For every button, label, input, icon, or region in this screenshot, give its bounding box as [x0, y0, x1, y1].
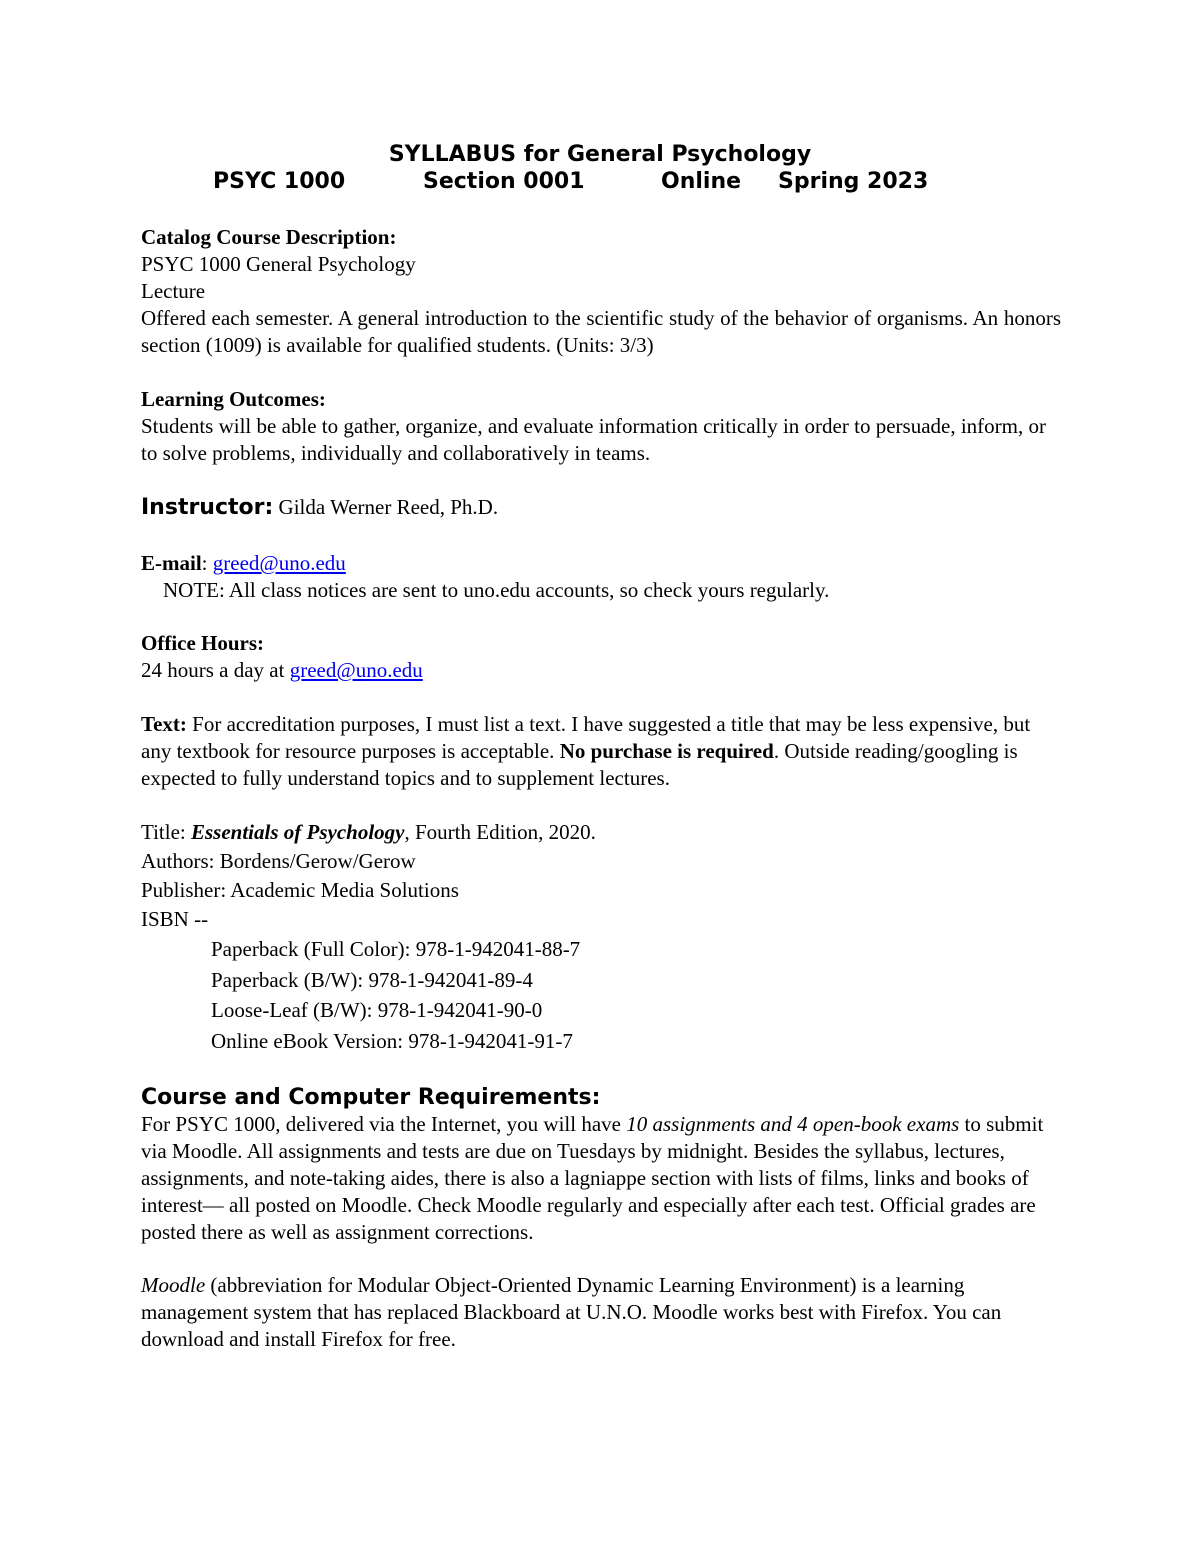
catalog-description: Offered each semester. A general introduction to the scientific study of the behavior of organisms. An honors section (1009) is available for qualified students. (Units: 3/3) — [141, 306, 1061, 357]
no-purchase-note: No purchase is required — [559, 739, 774, 763]
moodle-text: (abbreviation for Modular Object-Oriented Dynamic Learning Environment) is a learning management system that has replaced Blackboard at U.N.O. Moodle works best with Firefox. You can download and install Firefox for free. — [141, 1273, 1002, 1351]
requirements-text-1: For PSYC 1000, delivered via the Internet, you will have — [141, 1112, 627, 1136]
book-authors: Authors: Bordens/Gerow/Gerow — [141, 849, 416, 873]
requirements-section — [141, 1084, 1061, 1353]
text-section — [141, 711, 1061, 792]
book-title: Essentials of Psychology — [191, 820, 405, 844]
book-title-line — [141, 818, 1061, 847]
book-section — [141, 818, 1061, 1056]
requirements-heading: Course and Computer Requirements: — [141, 1085, 601, 1110]
course-mode: Online — [661, 169, 742, 194]
outcomes-heading: Learning Outcomes: — [141, 387, 326, 411]
catalog-type: Lecture — [141, 279, 206, 303]
instructor-name: Gilda Werner Reed, Ph.D. — [273, 495, 499, 519]
requirements-text-2: to submit via Moodle. All assignments and tests are due on Tuesdays by midnight. Besides the syllabus, lectures, assignments, and note-taking aides, there is also a lagniappe section with lists of films, links and books of interest— all posted on Moodle. Check Moodle regularly and especially after each test. Official grades are posted there as well as assignment corrections. — [141, 1112, 1044, 1244]
catalog-course-name: PSYC 1000 General Psychology — [141, 252, 416, 276]
isbn-label: ISBN -- — [141, 907, 209, 931]
moodle-paragraph — [141, 1272, 1061, 1353]
course-section: Section 0001 — [423, 169, 585, 194]
office-hours-heading: Office Hours: — [141, 631, 265, 655]
office-hours-email-link[interactable]: greed@uno.edu — [289, 658, 423, 682]
email-label: E-mail — [141, 551, 202, 575]
isbn-paperback-color: Paperback (Full Color): 978-1-942041-88-7 — [211, 937, 581, 961]
instructor-section — [141, 494, 1061, 521]
course-code: PSYC 1000 — [213, 169, 346, 194]
text-body-1: For accreditation purposes, I must list a text. I have suggested a title that may be less expensive, but any textbook for resource purposes is acceptable. — [141, 712, 1031, 763]
text-label: Text: — [141, 712, 187, 736]
email-section — [141, 550, 1061, 604]
catalog-section — [141, 224, 1061, 359]
email-note: NOTE: All class notices are sent to uno.edu accounts, so check yours regularly. — [163, 578, 830, 602]
office-hours-section — [141, 630, 1061, 684]
instructor-label: Instructor: — [141, 495, 274, 520]
text-body-2: . Outside reading/googling is expected to fully understand topics and to supplement lectures. — [141, 739, 1018, 790]
outcomes-section — [141, 386, 1061, 467]
email-separator: : — [201, 551, 213, 575]
isbn-ebook: Online eBook Version: 978-1-942041-91-7 — [211, 1028, 573, 1053]
isbn-loose-leaf: Loose-Leaf (B/W): 978-1-942041-90-0 — [211, 998, 543, 1022]
book-title-label: Title: — [141, 820, 191, 844]
book-publisher: Publisher: Academic Media Solutions — [141, 878, 459, 902]
isbn-paperback-bw: Paperback (B/W): 978-1-942041-89-4 — [211, 967, 533, 992]
email-link[interactable]: greed@uno.edu — [212, 551, 346, 575]
course-term: Spring 2023 — [778, 169, 929, 194]
requirements-assignments: 10 assignments and 4 open-book exams — [626, 1112, 960, 1136]
catalog-heading: Catalog Course Description: — [141, 225, 397, 249]
document-title: SYLLABUS for General Psychology — [388, 142, 812, 167]
moodle-term: Moodle — [141, 1273, 206, 1297]
office-hours-text: 24 hours a day at — [141, 658, 290, 682]
book-edition: , Fourth Edition, 2020. — [404, 820, 596, 844]
outcomes-text: Students will be able to gather, organize, and evaluate information critically in order to persuade, inform, or to solve problems, individually and collaboratively in teams. — [141, 414, 1046, 465]
requirements-paragraph — [141, 1111, 1061, 1246]
